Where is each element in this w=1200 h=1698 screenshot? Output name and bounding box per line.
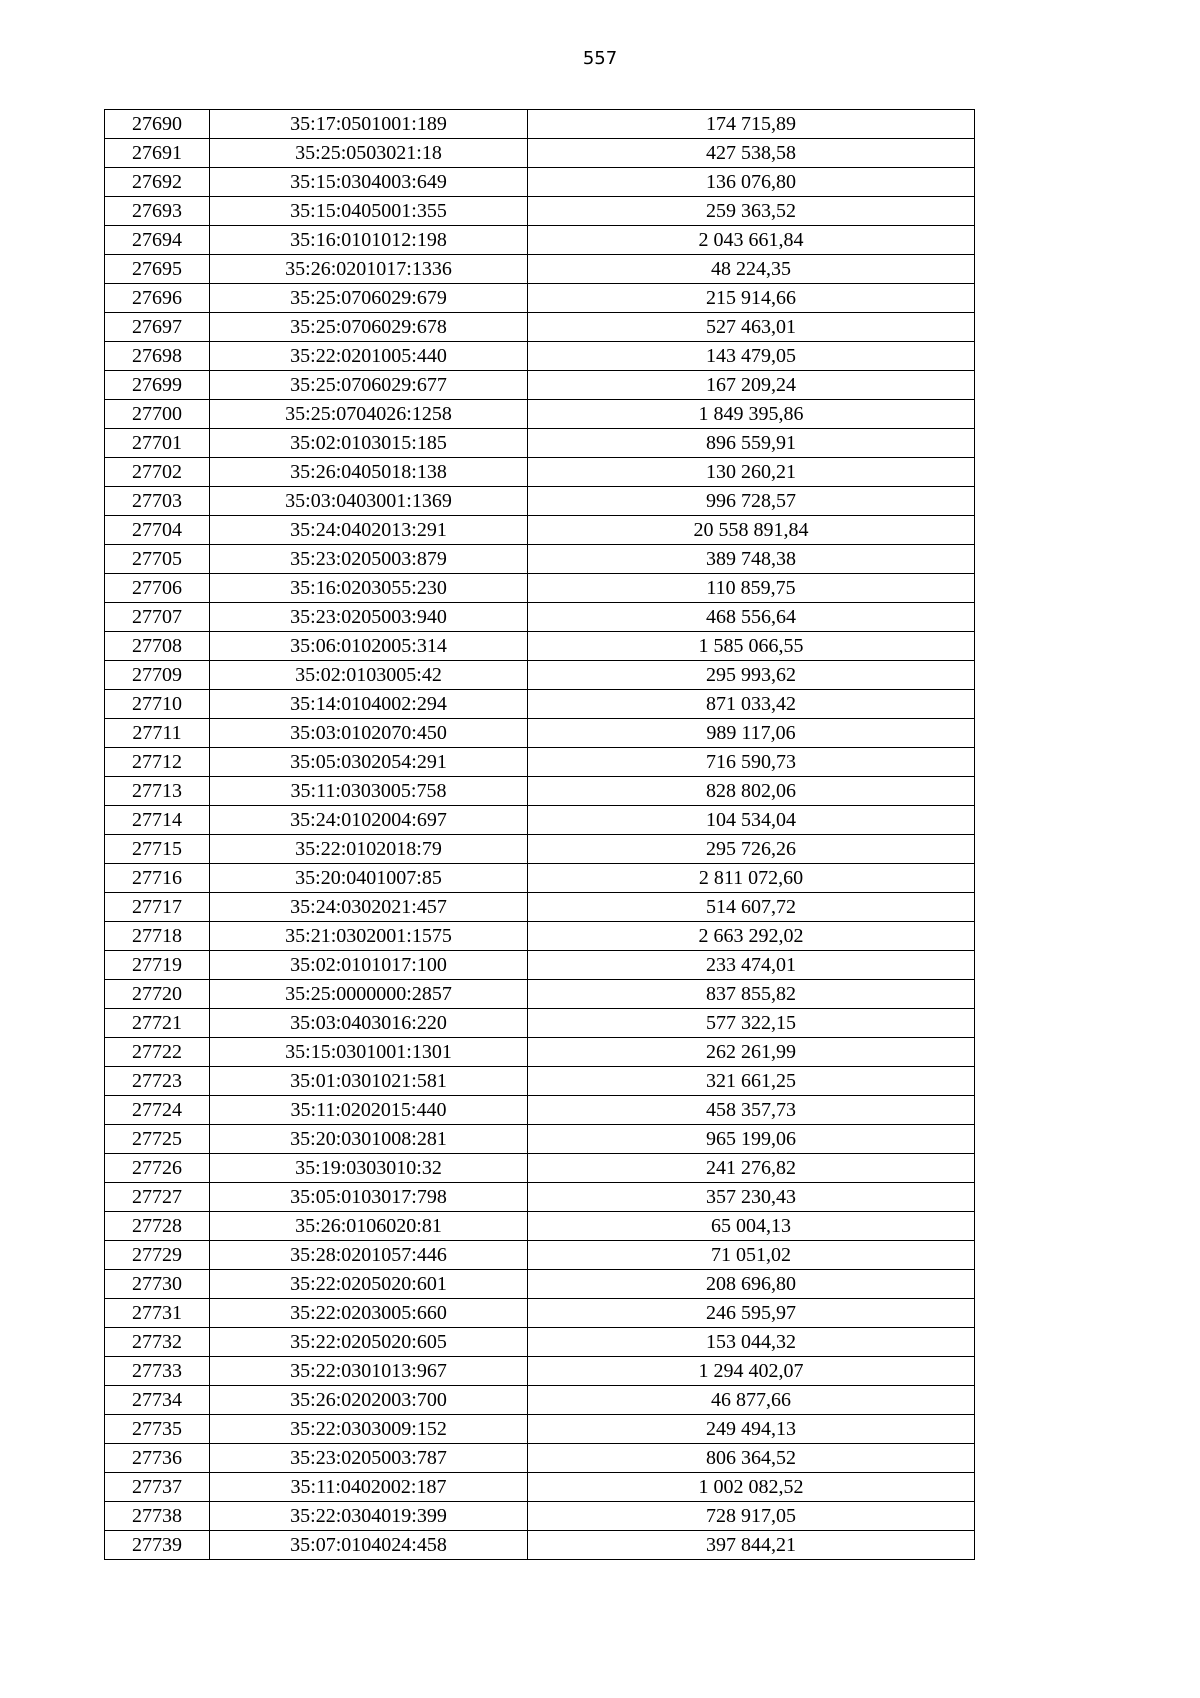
row-number-cell: 27705 xyxy=(105,545,210,574)
value-cell: 1 585 066,55 xyxy=(528,632,975,661)
row-number-cell: 27721 xyxy=(105,1009,210,1038)
cadastral-number-cell: 35:11:0202015:440 xyxy=(210,1096,528,1125)
table-row xyxy=(105,661,975,690)
value-cell: 208 696,80 xyxy=(528,1270,975,1299)
table-row xyxy=(105,777,975,806)
value-cell: 514 607,72 xyxy=(528,893,975,922)
table-row xyxy=(105,400,975,429)
table-row xyxy=(105,835,975,864)
row-number-cell: 27725 xyxy=(105,1125,210,1154)
table-row xyxy=(105,1502,975,1531)
table-row xyxy=(105,1241,975,1270)
table-row xyxy=(105,487,975,516)
cadastral-number-cell: 35:03:0102070:450 xyxy=(210,719,528,748)
table-row xyxy=(105,632,975,661)
row-number-cell: 27694 xyxy=(105,226,210,255)
row-number-cell: 27730 xyxy=(105,1270,210,1299)
cadastral-number-cell: 35:22:0304019:399 xyxy=(210,1502,528,1531)
row-number-cell: 27735 xyxy=(105,1415,210,1444)
table-row xyxy=(105,1125,975,1154)
cadastral-number-cell: 35:06:0102005:314 xyxy=(210,632,528,661)
table-body xyxy=(105,110,975,1560)
cadastral-number-cell: 35:16:0203055:230 xyxy=(210,574,528,603)
value-cell: 716 590,73 xyxy=(528,748,975,777)
cadastral-number-cell: 35:11:0303005:758 xyxy=(210,777,528,806)
table-row xyxy=(105,516,975,545)
value-cell: 143 479,05 xyxy=(528,342,975,371)
cadastral-number-cell: 35:22:0205020:605 xyxy=(210,1328,528,1357)
table-row xyxy=(105,690,975,719)
table-row xyxy=(105,226,975,255)
row-number-cell: 27737 xyxy=(105,1473,210,1502)
value-cell: 71 051,02 xyxy=(528,1241,975,1270)
table-row xyxy=(105,893,975,922)
table-row xyxy=(105,313,975,342)
cadastral-number-cell: 35:24:0402013:291 xyxy=(210,516,528,545)
row-number-cell: 27728 xyxy=(105,1212,210,1241)
value-cell: 215 914,66 xyxy=(528,284,975,313)
row-number-cell: 27720 xyxy=(105,980,210,1009)
row-number-cell: 27733 xyxy=(105,1357,210,1386)
row-number-cell: 27699 xyxy=(105,371,210,400)
value-cell: 468 556,64 xyxy=(528,603,975,632)
table-row xyxy=(105,719,975,748)
value-cell: 2 811 072,60 xyxy=(528,864,975,893)
row-number-cell: 27718 xyxy=(105,922,210,951)
row-number-cell: 27734 xyxy=(105,1386,210,1415)
cadastral-number-cell: 35:25:0000000:2857 xyxy=(210,980,528,1009)
cadastral-number-cell: 35:05:0103017:798 xyxy=(210,1183,528,1212)
value-cell: 153 044,32 xyxy=(528,1328,975,1357)
value-cell: 427 538,58 xyxy=(528,139,975,168)
value-cell: 2 663 292,02 xyxy=(528,922,975,951)
row-number-cell: 27717 xyxy=(105,893,210,922)
value-cell: 1 849 395,86 xyxy=(528,400,975,429)
value-cell: 174 715,89 xyxy=(528,110,975,139)
row-number-cell: 27703 xyxy=(105,487,210,516)
row-number-cell: 27700 xyxy=(105,400,210,429)
table-row xyxy=(105,1183,975,1212)
table-row xyxy=(105,284,975,313)
row-number-cell: 27701 xyxy=(105,429,210,458)
table-row xyxy=(105,1328,975,1357)
row-number-cell: 27709 xyxy=(105,661,210,690)
row-number-cell: 27714 xyxy=(105,806,210,835)
cadastral-number-cell: 35:02:0101017:100 xyxy=(210,951,528,980)
row-number-cell: 27696 xyxy=(105,284,210,313)
cadastral-number-cell: 35:05:0302054:291 xyxy=(210,748,528,777)
cadastral-number-cell: 35:17:0501001:189 xyxy=(210,110,528,139)
cadastral-number-cell: 35:25:0704026:1258 xyxy=(210,400,528,429)
row-number-cell: 27697 xyxy=(105,313,210,342)
table-row xyxy=(105,980,975,1009)
cadastral-number-cell: 35:26:0201017:1336 xyxy=(210,255,528,284)
value-cell: 20 558 891,84 xyxy=(528,516,975,545)
value-cell: 996 728,57 xyxy=(528,487,975,516)
value-cell: 295 993,62 xyxy=(528,661,975,690)
table-row xyxy=(105,1038,975,1067)
value-cell: 527 463,01 xyxy=(528,313,975,342)
row-number-cell: 27731 xyxy=(105,1299,210,1328)
table-row xyxy=(105,197,975,226)
value-cell: 167 209,24 xyxy=(528,371,975,400)
table-row xyxy=(105,1270,975,1299)
cadastral-number-cell: 35:19:0303010:32 xyxy=(210,1154,528,1183)
value-cell: 130 260,21 xyxy=(528,458,975,487)
value-cell: 295 726,26 xyxy=(528,835,975,864)
value-cell: 397 844,21 xyxy=(528,1531,975,1560)
value-cell: 389 748,38 xyxy=(528,545,975,574)
table-row xyxy=(105,922,975,951)
cadastral-number-cell: 35:07:0104024:458 xyxy=(210,1531,528,1560)
row-number-cell: 27736 xyxy=(105,1444,210,1473)
value-cell: 65 004,13 xyxy=(528,1212,975,1241)
row-number-cell: 27711 xyxy=(105,719,210,748)
table-row xyxy=(105,1415,975,1444)
table-row xyxy=(105,1009,975,1038)
row-number-cell: 27706 xyxy=(105,574,210,603)
value-cell: 46 877,66 xyxy=(528,1386,975,1415)
row-number-cell: 27690 xyxy=(105,110,210,139)
cadastral-number-cell: 35:25:0503021:18 xyxy=(210,139,528,168)
value-cell: 262 261,99 xyxy=(528,1038,975,1067)
page-number: 557 xyxy=(582,48,618,69)
row-number-cell: 27727 xyxy=(105,1183,210,1212)
value-cell: 458 357,73 xyxy=(528,1096,975,1125)
row-number-cell: 27691 xyxy=(105,139,210,168)
row-number-cell: 27716 xyxy=(105,864,210,893)
row-number-cell: 27708 xyxy=(105,632,210,661)
cadastral-number-cell: 35:23:0205003:940 xyxy=(210,603,528,632)
table-row xyxy=(105,110,975,139)
value-cell: 2 043 661,84 xyxy=(528,226,975,255)
value-cell: 871 033,42 xyxy=(528,690,975,719)
table-row xyxy=(105,1067,975,1096)
cadastral-number-cell: 35:01:0301021:581 xyxy=(210,1067,528,1096)
cadastral-number-cell: 35:16:0101012:198 xyxy=(210,226,528,255)
table-row xyxy=(105,1212,975,1241)
cadastral-number-cell: 35:02:0103015:185 xyxy=(210,429,528,458)
table-row xyxy=(105,371,975,400)
value-cell: 1 294 402,07 xyxy=(528,1357,975,1386)
table-row xyxy=(105,1299,975,1328)
value-cell: 246 595,97 xyxy=(528,1299,975,1328)
value-cell: 104 534,04 xyxy=(528,806,975,835)
table-row xyxy=(105,1531,975,1560)
cadastral-number-cell: 35:21:0302001:1575 xyxy=(210,922,528,951)
cadastral-number-cell: 35:14:0104002:294 xyxy=(210,690,528,719)
row-number-cell: 27695 xyxy=(105,255,210,284)
value-cell: 728 917,05 xyxy=(528,1502,975,1531)
row-number-cell: 27702 xyxy=(105,458,210,487)
table-row xyxy=(105,1444,975,1473)
cadastral-number-cell: 35:15:0304003:649 xyxy=(210,168,528,197)
row-number-cell: 27692 xyxy=(105,168,210,197)
table-row xyxy=(105,342,975,371)
row-number-cell: 27715 xyxy=(105,835,210,864)
cadastral-number-cell: 35:11:0402002:187 xyxy=(210,1473,528,1502)
cadastral-number-cell: 35:02:0103005:42 xyxy=(210,661,528,690)
row-number-cell: 27726 xyxy=(105,1154,210,1183)
row-number-cell: 27722 xyxy=(105,1038,210,1067)
cadastral-number-cell: 35:23:0205003:879 xyxy=(210,545,528,574)
row-number-cell: 27732 xyxy=(105,1328,210,1357)
table-row xyxy=(105,139,975,168)
row-number-cell: 27698 xyxy=(105,342,210,371)
value-cell: 48 224,35 xyxy=(528,255,975,284)
table-row xyxy=(105,603,975,632)
table-row xyxy=(105,1386,975,1415)
table-row xyxy=(105,1154,975,1183)
value-cell: 577 322,15 xyxy=(528,1009,975,1038)
cadastral-number-cell: 35:25:0706029:677 xyxy=(210,371,528,400)
cadastral-number-cell: 35:20:0301008:281 xyxy=(210,1125,528,1154)
table-row xyxy=(105,545,975,574)
cadastral-number-cell: 35:25:0706029:678 xyxy=(210,313,528,342)
row-number-cell: 27710 xyxy=(105,690,210,719)
value-cell: 828 802,06 xyxy=(528,777,975,806)
cadastral-number-cell: 35:25:0706029:679 xyxy=(210,284,528,313)
table-row xyxy=(105,806,975,835)
cadastral-number-cell: 35:15:0301001:1301 xyxy=(210,1038,528,1067)
row-number-cell: 27738 xyxy=(105,1502,210,1531)
row-number-cell: 27693 xyxy=(105,197,210,226)
value-cell: 965 199,06 xyxy=(528,1125,975,1154)
value-cell: 896 559,91 xyxy=(528,429,975,458)
cadastral-number-cell: 35:22:0203005:660 xyxy=(210,1299,528,1328)
table-row xyxy=(105,864,975,893)
row-number-cell: 27719 xyxy=(105,951,210,980)
row-number-cell: 27713 xyxy=(105,777,210,806)
value-cell: 233 474,01 xyxy=(528,951,975,980)
value-cell: 249 494,13 xyxy=(528,1415,975,1444)
cadastral-number-cell: 35:22:0303009:152 xyxy=(210,1415,528,1444)
cadastral-number-cell: 35:03:0403001:1369 xyxy=(210,487,528,516)
cadastral-number-cell: 35:24:0102004:697 xyxy=(210,806,528,835)
table-row xyxy=(105,1357,975,1386)
value-cell: 806 364,52 xyxy=(528,1444,975,1473)
table-row xyxy=(105,429,975,458)
value-cell: 357 230,43 xyxy=(528,1183,975,1212)
row-number-cell: 27723 xyxy=(105,1067,210,1096)
cadastral-number-cell: 35:22:0301013:967 xyxy=(210,1357,528,1386)
cadastral-number-cell: 35:26:0106020:81 xyxy=(210,1212,528,1241)
row-number-cell: 27729 xyxy=(105,1241,210,1270)
cadastral-number-cell: 35:22:0205020:601 xyxy=(210,1270,528,1299)
row-number-cell: 27739 xyxy=(105,1531,210,1560)
table-row xyxy=(105,255,975,284)
row-number-cell: 27724 xyxy=(105,1096,210,1125)
value-cell: 837 855,82 xyxy=(528,980,975,1009)
table-row xyxy=(105,168,975,197)
cadastral-number-cell: 35:03:0403016:220 xyxy=(210,1009,528,1038)
table-row xyxy=(105,574,975,603)
row-number-cell: 27704 xyxy=(105,516,210,545)
cadastral-number-cell: 35:22:0201005:440 xyxy=(210,342,528,371)
row-number-cell: 27707 xyxy=(105,603,210,632)
table-row xyxy=(105,458,975,487)
cadastral-number-cell: 35:24:0302021:457 xyxy=(210,893,528,922)
value-cell: 321 661,25 xyxy=(528,1067,975,1096)
cadastral-number-cell: 35:22:0102018:79 xyxy=(210,835,528,864)
cadastral-value-table xyxy=(104,109,975,1560)
cadastral-number-cell: 35:26:0202003:700 xyxy=(210,1386,528,1415)
value-cell: 989 117,06 xyxy=(528,719,975,748)
cadastral-number-cell: 35:15:0405001:355 xyxy=(210,197,528,226)
cadastral-number-cell: 35:26:0405018:138 xyxy=(210,458,528,487)
table-row xyxy=(105,1096,975,1125)
value-cell: 136 076,80 xyxy=(528,168,975,197)
row-number-cell: 27712 xyxy=(105,748,210,777)
cadastral-number-cell: 35:28:0201057:446 xyxy=(210,1241,528,1270)
cadastral-number-cell: 35:23:0205003:787 xyxy=(210,1444,528,1473)
table-row xyxy=(105,1473,975,1502)
table-row xyxy=(105,951,975,980)
value-cell: 259 363,52 xyxy=(528,197,975,226)
value-cell: 241 276,82 xyxy=(528,1154,975,1183)
table-row xyxy=(105,748,975,777)
value-cell: 110 859,75 xyxy=(528,574,975,603)
cadastral-number-cell: 35:20:0401007:85 xyxy=(210,864,528,893)
value-cell: 1 002 082,52 xyxy=(528,1473,975,1502)
